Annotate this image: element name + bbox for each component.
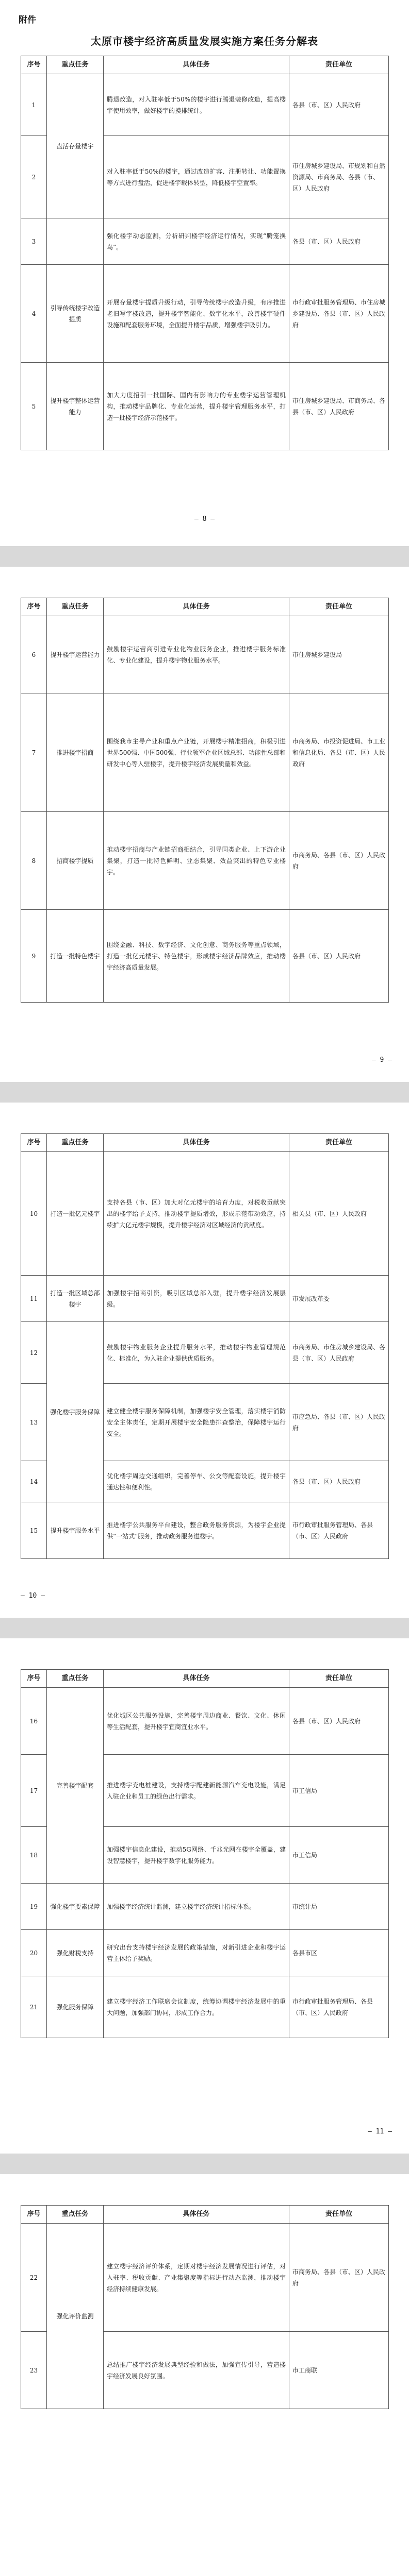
row-number: 12: [21, 1322, 47, 1384]
table-row: [21, 1502, 389, 1559]
row-content: 支持各县（市、区）加大对亿元楼宇的培育力度，对税收贡献突出的楼宇给予支持，推动楼宇提质增效，形成示范带动效应，持续扩大亿元楼宇规模，提升楼宇经济对区域经济的贡献度。: [104, 1152, 289, 1276]
page-number: — 9 —: [371, 1056, 392, 1064]
header-unit: 责任单位: [289, 56, 389, 74]
row-number: 2: [21, 136, 47, 218]
document-title: 太原市楼宇经济高质量发展实施方案任务分解表: [91, 35, 318, 47]
header-content: 具体任务: [104, 1670, 289, 1688]
header-unit: 责任单位: [289, 1670, 389, 1688]
table-row: [21, 265, 389, 363]
row-unit: 市应急局、各县（市、区）人民政府: [289, 1384, 389, 1461]
table-row: [21, 1688, 389, 1755]
header-content: 具体任务: [104, 598, 289, 616]
table-row: [21, 693, 389, 812]
row-unit: 市住房城乡建设局: [289, 616, 389, 693]
row-number: 20: [21, 1930, 47, 1976]
row-content: 开展存量楼宇提质升级行动，引导传统楼宇改造升级，有序推进老旧写字楼改造，提升楼宇智能化、数字化水平，改善楼宇硬件设施和配套服务环境，全面提升楼宇品质，增强楼宇吸引力。: [104, 265, 289, 363]
table-row: [21, 2224, 389, 2332]
task-table: [21, 1669, 389, 2038]
row-content: 加强楼宇经济统计监测，建立楼宇经济统计指标体系。: [104, 1884, 289, 1930]
row-number: 18: [21, 1827, 47, 1884]
row-content: 加强楼宇信息化建设，推动5G网络、千兆光网在楼宇全覆盖，建设智慧楼宇，提升楼宇数字化服务能力。: [104, 1827, 289, 1884]
row-number: 15: [21, 1502, 47, 1559]
row-unit: 市商务局、各县（市、区）人民政府: [289, 2224, 389, 2332]
row-number: 7: [21, 693, 47, 812]
row-content: 推进楼宇充电桩建设，支持楼宇配建新能源汽车充电设施，满足入驻企业和员工的绿色出行需求。: [104, 1755, 289, 1827]
row-task: 推进楼宇招商: [47, 693, 104, 812]
row-unit: 市商务局、市住房城乡建设局、各县（市、区）人民政府: [289, 1322, 389, 1384]
row-unit: 市商务局、各县（市、区）人民政府: [289, 812, 389, 910]
header-number: 序号: [21, 2206, 47, 2224]
header-content: 具体任务: [104, 1134, 289, 1152]
table-row: [21, 218, 389, 265]
document-page: [0, 1638, 409, 2154]
row-unit: 各县（市、区）人民政府: [289, 218, 389, 265]
row-unit: 市工信局: [289, 1827, 389, 1884]
row-unit: 各县（市、区）人民政府: [289, 910, 389, 1003]
row-content: 强化楼宇动态监测，分析研判楼宇经济运行情况，实现“腾笼换鸟”。: [104, 218, 289, 265]
row-unit: 市工商联: [289, 2332, 389, 2409]
row-content: 推动楼宇招商与产业链招商相结合，引导同类企业、上下游企业集聚，打造一批特色鲜明、业态集聚、效益突出的特色专业楼宇。: [104, 812, 289, 910]
row-unit: 市行政审批服务管理局、各县（市、区）人民政府: [289, 1502, 389, 1559]
row-number: 8: [21, 812, 47, 910]
header-task: 重点任务: [47, 1670, 104, 1688]
header-task: 重点任务: [47, 2206, 104, 2224]
row-unit: 市住房城乡建设局、市规划和自然资源局、市商务局、各县（市、区）人民政府: [289, 136, 389, 218]
row-task: 提升楼宇整体运营能力: [47, 363, 104, 450]
row-number: 17: [21, 1755, 47, 1827]
document-page: [0, 1103, 409, 1618]
row-content: 优化城区公共服务设施，完善楼宇周边商业、餐饮、文化、休闲等生活配套，提升楼宇宜商宜业水平。: [104, 1688, 289, 1755]
row-task: 打造一批亿元楼宇: [47, 1152, 104, 1276]
document-page: [0, 567, 409, 1082]
row-number: 16: [21, 1688, 47, 1755]
row-task: 打造一批特色楼宇: [47, 910, 104, 1003]
row-content: 加大力度招引一批国际、国内有影响力的专业楼宇运营管理机构，推动楼宇品牌化、专业化运营，提升楼宇管理服务水平，打造一批楼宇经济示范楼宇。: [104, 363, 289, 450]
table-row: [21, 1276, 389, 1322]
row-content: 研究出台支持楼宇经济发展的政策措施，对新引进企业和楼宇运营主体给予奖励。: [104, 1930, 289, 1976]
row-task: 引导传统楼宇改造提质: [47, 265, 104, 363]
table-row: [21, 363, 389, 450]
row-content: 建立楼宇经济工作联席会议制度，统筹协调楼宇经济发展中的重大问题，加强部门协同，形成工作合力。: [104, 1976, 289, 2038]
row-unit: 各县（市、区）人民政府: [289, 1461, 389, 1502]
header-number: 序号: [21, 56, 47, 74]
header-unit: 责任单位: [289, 1134, 389, 1152]
row-task: 强化评价监测: [47, 2224, 104, 2409]
header-number: 序号: [21, 1670, 47, 1688]
table-row: [21, 812, 389, 910]
header-task: 重点任务: [47, 1134, 104, 1152]
row-number: 22: [21, 2224, 47, 2332]
table-header-row: [21, 1134, 389, 1152]
page-number: — 11 —: [368, 2128, 392, 2136]
appendix-label: 附件: [19, 15, 36, 25]
task-table: [21, 598, 389, 1003]
row-unit: 市发展改革委: [289, 1276, 389, 1322]
page-number: — 8 —: [194, 515, 215, 523]
row-unit: 市行政审批服务管理局、各县（市、区）人民政府: [289, 1976, 389, 2038]
row-task: 强化财税支持: [47, 1930, 104, 1976]
table-row: [21, 910, 389, 1003]
row-task: 完善楼宇配套: [47, 1688, 104, 1884]
row-content: 建立健全楼宇服务保障机制，加强楼宇安全管理，落实楼宇消防安全主体责任，定期开展楼宇安全隐患排查整治，保障楼宇运行安全。: [104, 1384, 289, 1461]
table-header-row: [21, 598, 389, 616]
row-content: 推进楼宇公共服务平台建设，整合政务服务资源，为楼宇企业提供“一站式”服务，推动政务服务进楼宇。: [104, 1502, 289, 1559]
row-number: 3: [21, 218, 47, 265]
row-unit: 市商务局、市投资促进局、市工业和信息化局、各县（市、区）人民政府: [289, 693, 389, 812]
row-task: 打造一批区域总部楼宇: [47, 1276, 104, 1322]
row-content: 对入驻率低于50%的楼宇，通过改造扩容、注册转让、功能置换等方式进行盘活，促进楼宇载体转型，降低楼宇空置率。: [104, 136, 289, 218]
page-number: — 10 —: [21, 1592, 45, 1600]
row-task: 招商楼宇提质: [47, 812, 104, 910]
row-task: 提升楼宇服务水平: [47, 1502, 104, 1559]
row-number: 9: [21, 910, 47, 1003]
row-content: 加强楼宇招商引资，吸引区域总部入驻，提升楼宇经济发展层级。: [104, 1276, 289, 1322]
row-content: 围绕我市主导产业和重点产业链，开展楼宇精准招商，积极引进世界500强、中国500强、行业领军企业区域总部、功能性总部和研发中心等入驻楼宇，提升楼宇经济发展质量和效益。: [104, 693, 289, 812]
row-number: 19: [21, 1884, 47, 1930]
row-number: 1: [21, 74, 47, 136]
table-header-row: [21, 56, 389, 74]
row-number: 11: [21, 1276, 47, 1322]
table-row: [21, 1884, 389, 1930]
row-task: 强化楼宇服务保障: [47, 1322, 104, 1502]
row-unit: 各县市区: [289, 1930, 389, 1976]
table-row: [21, 74, 389, 136]
row-number: 14: [21, 1461, 47, 1502]
header-unit: 责任单位: [289, 598, 389, 616]
row-content: 腾退改造，对入驻率低于50%的楼宇进行腾退装修改造，提高楼宇使用效率，做好楼宇的摸排统计。: [104, 74, 289, 136]
header-task: 重点任务: [47, 56, 104, 74]
row-number: 21: [21, 1976, 47, 2038]
row-number: 6: [21, 616, 47, 693]
row-task: [47, 218, 104, 265]
row-content: 总结推广楼宇经济发展典型经验和做法，加强宣传引导，营造楼宇经济发展良好氛围。: [104, 2332, 289, 2409]
document-page: [0, 2174, 409, 2576]
row-number: 13: [21, 1384, 47, 1461]
row-number: 4: [21, 265, 47, 363]
row-unit: 市行政审批服务管理局、市住房城乡建设局、各县（市、区）人民政府: [289, 265, 389, 363]
table-header-row: [21, 1670, 389, 1688]
row-number: 5: [21, 363, 47, 450]
row-task: 强化楼宇要素保障: [47, 1884, 104, 1930]
table-row: [21, 1930, 389, 1976]
row-task: 提升楼宇运营能力: [47, 616, 104, 693]
row-task: 盘活存量楼宇: [47, 74, 104, 218]
header-content: 具体任务: [104, 56, 289, 74]
row-content: 鼓励楼宇物业服务企业提升服务水平，推动楼宇物业管理规范化、标准化，为入驻企业提供优质服务。: [104, 1322, 289, 1384]
row-task: 强化服务保障: [47, 1976, 104, 2038]
table-row: [21, 1152, 389, 1276]
table-row: [21, 1976, 389, 2038]
row-unit: 市统计局: [289, 1884, 389, 1930]
header-number: 序号: [21, 598, 47, 616]
row-unit: 各县（市、区）人民政府: [289, 1688, 389, 1755]
table-header-row: [21, 2206, 389, 2224]
document-page: [0, 0, 409, 546]
row-number: 23: [21, 2332, 47, 2409]
task-table: [21, 1133, 389, 1559]
table-row: [21, 616, 389, 693]
row-content: 建立楼宇经济评价体系，定期对楼宇经济发展情况进行评估，对入驻率、税收贡献、产业集聚度等指标进行动态监测，推动楼宇经济持续健康发展。: [104, 2224, 289, 2332]
row-unit: 相关县（市、区）人民政府: [289, 1152, 389, 1276]
task-table: [21, 56, 389, 450]
table-row: [21, 1322, 389, 1384]
row-number: 10: [21, 1152, 47, 1276]
row-content: 优化楼宇周边交通组织，完善停车、公交等配套设施，提升楼宇通达性和便利性。: [104, 1461, 289, 1502]
header-unit: 责任单位: [289, 2206, 389, 2224]
task-table: [21, 2205, 389, 2409]
row-unit: 各县（市、区）人民政府: [289, 74, 389, 136]
row-content: 围绕金融、科技、数字经济、文化创意、商务服务等重点领域，打造一批亿元楼宇、特色楼宇，形成楼宇经济品牌效应，推动楼宇经济高质量发展。: [104, 910, 289, 1003]
row-content: 鼓励楼宇运营商引进专业化物业服务企业，推进楼宇服务标准化、专业化建设，提升楼宇物业服务水平。: [104, 616, 289, 693]
row-unit: 市工信局: [289, 1755, 389, 1827]
row-unit: 市住房城乡建设局、市商务局、各县（市、区）人民政府: [289, 363, 389, 450]
header-content: 具体任务: [104, 2206, 289, 2224]
header-number: 序号: [21, 1134, 47, 1152]
header-task: 重点任务: [47, 598, 104, 616]
